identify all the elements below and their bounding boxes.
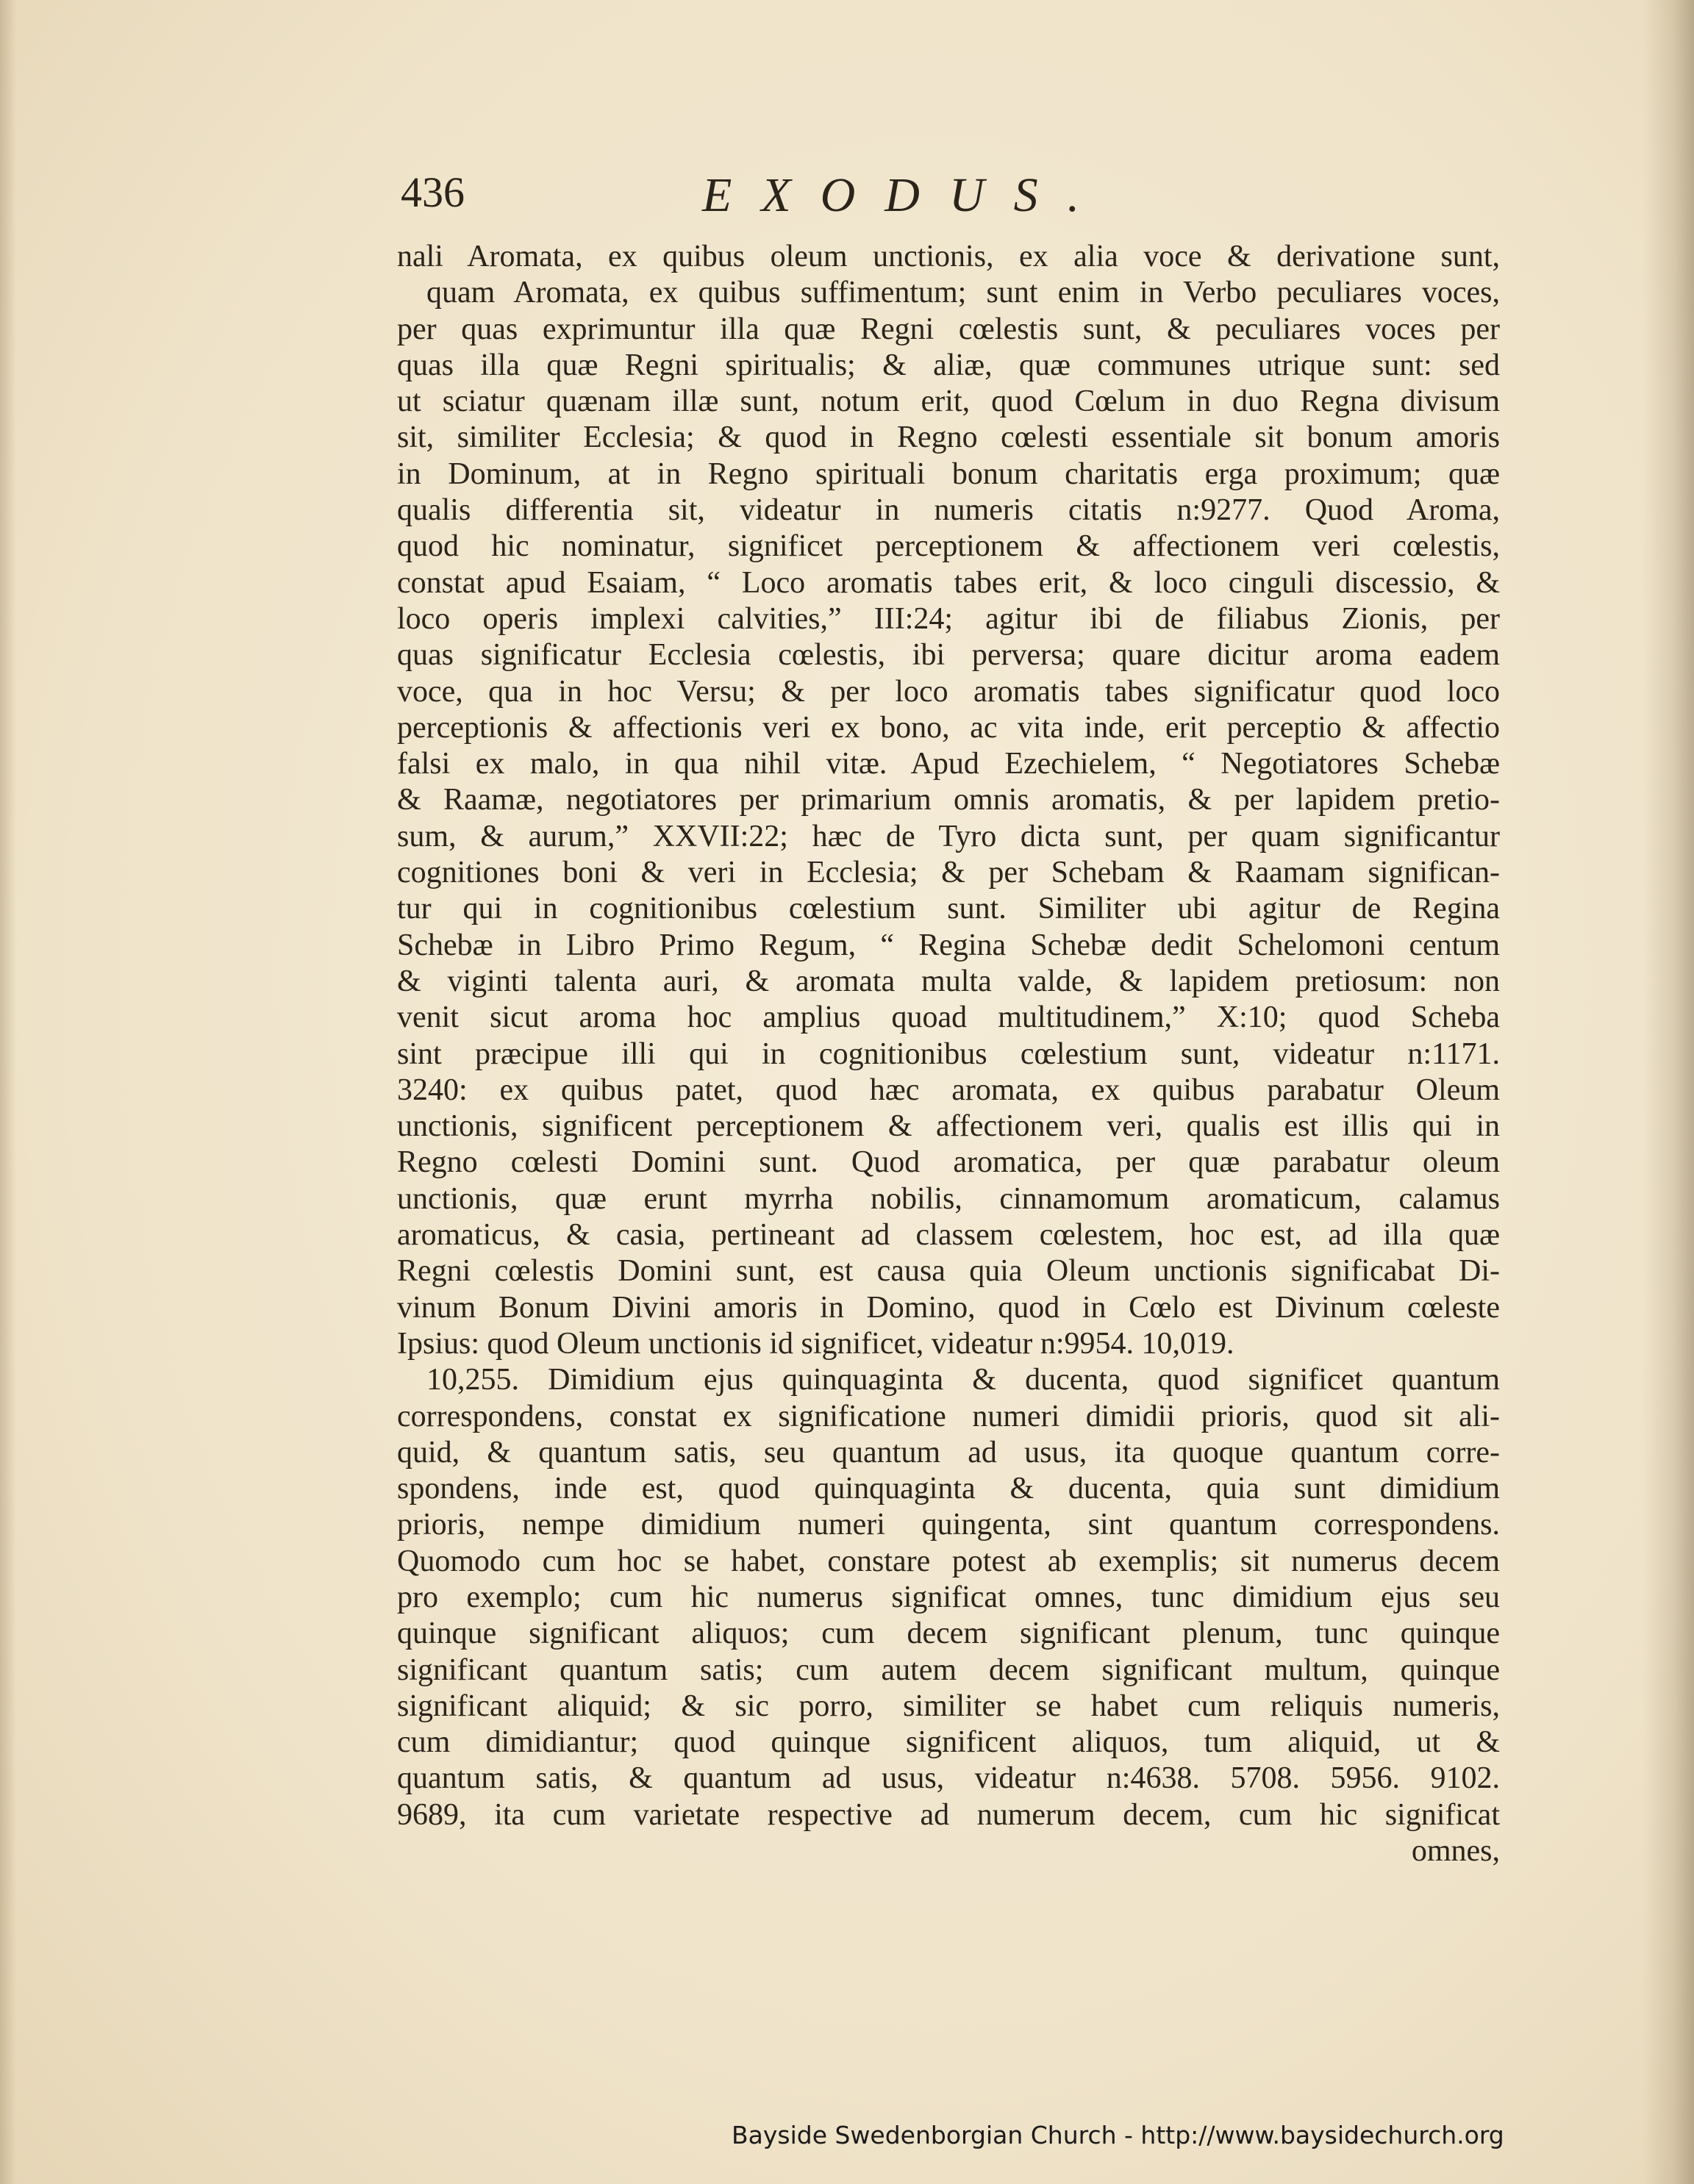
text-line: nali Aromata, ex quibus oleum unctionis, ex alia voce & derivatione sunt, [397, 240, 1500, 273]
text-line: quantum satis, & quantum ad usus, videatur n:4638. 5708. 5956. 9102. [397, 1761, 1500, 1796]
text-line: sum, & aurum,” XXVII:22; hæc de Tyro dicta sunt, per quam significantur [397, 819, 1500, 853]
text-line: spondens, inde est, quod quinquaginta & ducenta, quia sunt dimidium [397, 1472, 1500, 1506]
text-line: perceptionis & affectionis veri ex bono, ac vita inde, erit perceptio & affectio [397, 710, 1500, 745]
text-line: quam Aromata, ex quibus suffimentum; sunt enim in Verbo peculiares voces, [426, 276, 1500, 310]
text-line: aromaticus, & casia, pertineant ad classem cœlestem, hoc est, ad illa quæ [397, 1218, 1500, 1253]
text-line: venit sicut aroma hoc amplius quoad multitudinem,” X:10; quod Scheba [397, 1000, 1500, 1035]
text-line: constat apud Esaiam, “ Loco aromatis tabes erit, & loco cinguli discessio, & [397, 565, 1500, 600]
text-line: voce, qua in hoc Versu; & per loco aromatis tabes significatur quod loco [397, 674, 1500, 709]
text-line: falsi ex malo, in qua nihil vitæ. Apud Ezechielem, “ Negotiatores Schebæ [397, 747, 1500, 781]
text-line: quod hic nominatur, significet perceptionem & affectionem veri cœlestis, [397, 529, 1500, 564]
body-text [397, 239, 1500, 1869]
text-line: loco operis implexi calvities,” III:24; agitur ibi de filiabus Zionis, per [397, 601, 1500, 636]
text-line: quas illa quæ Regni spiritualis; & aliæ, quæ communes utrique sunt: sed [397, 348, 1500, 382]
text-line: quid, & quantum satis, seu quantum ad usus, ita quoque quantum corre- [397, 1435, 1500, 1469]
text-line: Regni cœlestis Domini sunt, est causa quia Oleum unctionis significabat Di- [397, 1254, 1500, 1289]
text-line: & Raamæ, negotiatores per primarium omnis aromatis, & per lapidem pretio- [397, 783, 1500, 817]
text-line: Schebæ in Libro Primo Regum, “ Regina Schebæ dedit Schelomoni centum [397, 928, 1500, 962]
text-line: qualis differentia sit, videatur in numeris citatis n:9277. Quod Aroma, [397, 493, 1500, 528]
paragraph-start-line: 10,255. Dimidium ejus quinquaginta & ducenta, quod significet quantum [426, 1363, 1500, 1397]
text-line: prioris, nempe dimidium numeri quingenta, sint quantum correspondens. [397, 1508, 1500, 1542]
text-line: & viginti talenta auri, & aromata multa valde, & lapidem pretiosum: non [397, 964, 1500, 998]
footer-credit: Bayside Swedenborgian Church - http://www.baysidechurch.org [732, 2121, 1504, 2149]
text-line: cognitiones boni & veri in Ecclesia; & per Schebam & Raamam significan- [397, 856, 1500, 890]
text-line: vinum Bonum Divini amoris in Domino, quod in Cœlo est Divinum cœleste [397, 1290, 1500, 1325]
page-right-shadow [1643, 0, 1694, 2184]
text-line: significant quantum satis; cum autem decem significant multum, quinque [397, 1653, 1500, 1687]
catchword-line: omnes, [1411, 1834, 1500, 1869]
page-left-shadow [0, 0, 16, 2184]
text-line: correspondens, constat ex significatione numeri dimidii prioris, quod sit ali- [397, 1399, 1500, 1433]
text-line: ut sciatur quænam illæ sunt, notum erit, quod Cœlum in duo Regna divisum [397, 384, 1500, 419]
text-line: 3240: ex quibus patet, quod hæc aromata, ex quibus parabatur Oleum [397, 1073, 1500, 1107]
text-line: cum dimidiantur; quod quinque significent aliquos, tum aliquid, ut & [397, 1725, 1500, 1760]
text-line: quinque significant aliquos; cum decem significant plenum, tunc quinque [397, 1616, 1500, 1651]
text-line: sint præcipue illi qui in cognitionibus cœlestium sunt, videatur n:1171. [397, 1036, 1500, 1071]
text-line: pro exemplo; cum hic numerus significat omnes, tunc dimidium ejus seu [397, 1580, 1500, 1614]
text-line: Regno cœlesti Domini sunt. Quod aromatica, per quæ parabatur oleum [397, 1145, 1500, 1180]
page-header [401, 168, 1504, 226]
page-number: 436 [401, 168, 465, 216]
text-line: significant aliquid; & sic porro, similiter se habet cum reliquis numeris, [397, 1689, 1500, 1723]
text-line: quas significatur Ecclesia cœlestis, ibi perversa; quare dicitur aroma eadem [397, 638, 1500, 673]
text-line: 9689, ita cum varietate respective ad numerum decem, cum hic significat [397, 1797, 1500, 1832]
text-line: unctionis, significent perceptionem & affectionem veri, qualis est illis qui in [397, 1109, 1500, 1144]
running-title: EXODUS. [702, 168, 1109, 222]
text-line: unctionis, quæ erunt myrrha nobilis, cinnamomum aromaticum, calamus [397, 1181, 1500, 1216]
text-line: tur qui in cognitionibus cœlestium sunt. Similiter ubi agitur de Regina [397, 892, 1500, 926]
text-line: in Dominum, at in Regno spirituali bonum charitatis erga proximum; quæ [397, 457, 1500, 491]
text-line: Quomodo cum hoc se habet, constare potest ab exemplis; sit numerus decem [397, 1544, 1500, 1578]
text-line: sit, similiter Ecclesia; & quod in Regno cœlesti essentiale sit bonum amoris [397, 420, 1500, 455]
text-line: Ipsius: quod Oleum unctionis id significet, videatur n:9954. 10,019. [397, 1326, 1234, 1361]
text-line: per quas exprimuntur illa quæ Regni cœlestis sunt, & peculiares voces per [397, 312, 1500, 346]
